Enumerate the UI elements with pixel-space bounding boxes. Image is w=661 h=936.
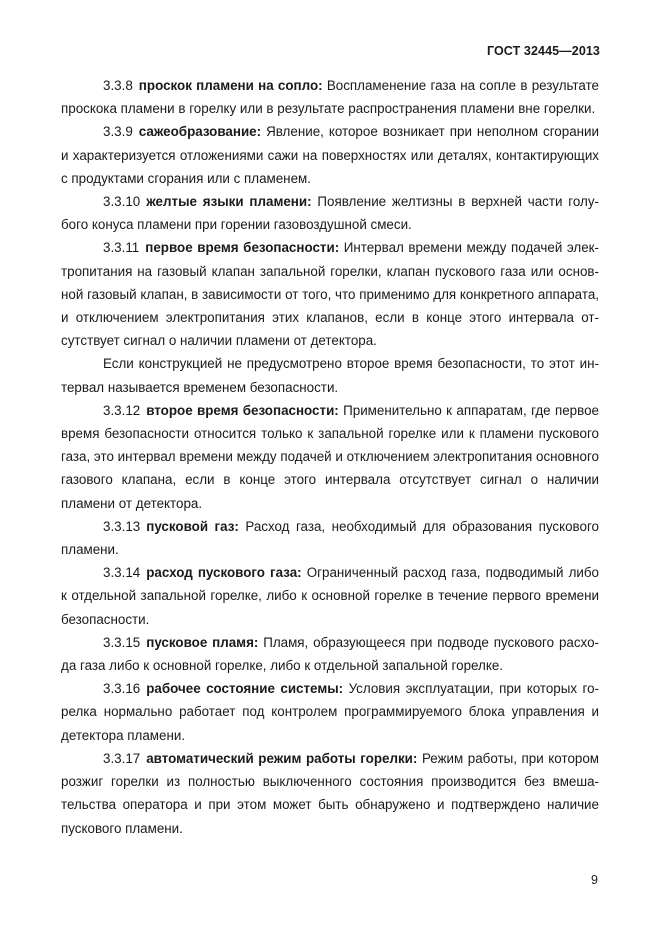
- term-name: второе время безопасности:: [146, 402, 339, 418]
- definition-paragraph: [61, 120, 599, 190]
- clause-number: 3.3.8: [103, 78, 133, 93]
- definition-text: Явление, которое возникает при неполном сгорании и характеризуется отложениями сажи на поверхностях или деталях, контактирующих с продуктами сгорания или с пламенем.: [61, 124, 599, 186]
- term-name: расход пускового газа:: [146, 565, 302, 581]
- clause-number: 3.3.15: [103, 634, 141, 650]
- definition-paragraph: [61, 631, 599, 677]
- standard-code-header: ГОСТ 32445—2013: [486, 44, 600, 58]
- definition-paragraph: [61, 677, 599, 747]
- clause-number: 3.3.9: [103, 124, 133, 140]
- clause-number: 3.3.17: [103, 750, 141, 766]
- definition-paragraph: [61, 561, 599, 631]
- definition-paragraph: [61, 399, 599, 515]
- term-name: желтые языки пламени:: [146, 194, 312, 210]
- definition-text: Появление желтизны в верхней части голубого конуса пламени при горении газовоздушной смеси.: [61, 194, 600, 233]
- definition-text: Расход газа, необходимый для образования пускового пламени.: [61, 518, 600, 558]
- clause-number: 3.3.16: [103, 681, 141, 697]
- definition-text: Ограниченный расход газа, подводимый либо к отдельной запальной горелке, либо к основной горелке в течение первого времени безопасности.: [61, 565, 599, 627]
- definition-text: Пламя, образующееся при подводе пускового расхода газа либо к основной горелке, либо к отдельной запальной горелке.: [61, 634, 599, 674]
- definition-text: Интервал времени между подачей электропитания на газовый клапан запальной горелки, клапан пускового газа или основной газовый клапан, в зависимости от того, что применимо для конкретного аппарата, и отключением электропитания этих клапанов, если в конце этого интервала отсутствует сигнал о наличии пламени от детектора.: [61, 240, 599, 349]
- term-name: проскок пламени на сопло:: [138, 78, 323, 93]
- definition-paragraph: [61, 74, 599, 120]
- definitions-body: [61, 74, 599, 840]
- clause-number: 3.3.14: [103, 565, 141, 581]
- term-name: первое время безопасности:: [145, 240, 340, 256]
- definition-text: Воспламенение газа на сопле в результате проскока пламени в горелку или в результате распространения пламени вне горелки.: [61, 78, 599, 117]
- definition-paragraph: [61, 747, 599, 840]
- term-name: пусковой газ:: [146, 518, 239, 534]
- clause-number: 3.3.13: [103, 518, 141, 534]
- term-name: рабочее состояние системы:: [146, 681, 344, 697]
- note-paragraph: [61, 352, 599, 398]
- term-name: сажеобразование:: [138, 124, 262, 140]
- definition-text: Условия эксплуатации, при которых горелка нормально работает под контролем программируемого блока управления и детектора пламени.: [61, 681, 599, 743]
- clause-number: 3.3.11: [103, 240, 140, 256]
- clause-number: 3.3.12: [103, 402, 141, 418]
- definition-paragraph: [61, 515, 599, 561]
- definition-text: Режим работы, при котором розжиг горелки из полностью выключенного состояния производится без вмешательства оператора и при этом может быть обнаружено и подтверждено наличие пускового пламени.: [61, 750, 599, 836]
- term-name: автоматический режим работы горелки:: [146, 750, 418, 766]
- clause-number: 3.3.10: [103, 194, 141, 210]
- definition-paragraph: [61, 190, 599, 236]
- definition-paragraph: [61, 236, 599, 352]
- definition-text: Применительно к аппаратам, где первое время безопасности относится только к запальной горелке или к пламени пускового газа, это интервал времени между подачей и отключением электропитания основного газового клапана, если в конце этого интервала отсутствует сигнал о наличии пламени от детектора.: [61, 402, 599, 511]
- page-number: 9: [591, 873, 598, 887]
- note-text: Если конструкцией не предусмотрено второе время безопасности, то этот интервал называется временем безопасности.: [61, 356, 599, 395]
- term-name: пусковое пламя:: [146, 634, 259, 650]
